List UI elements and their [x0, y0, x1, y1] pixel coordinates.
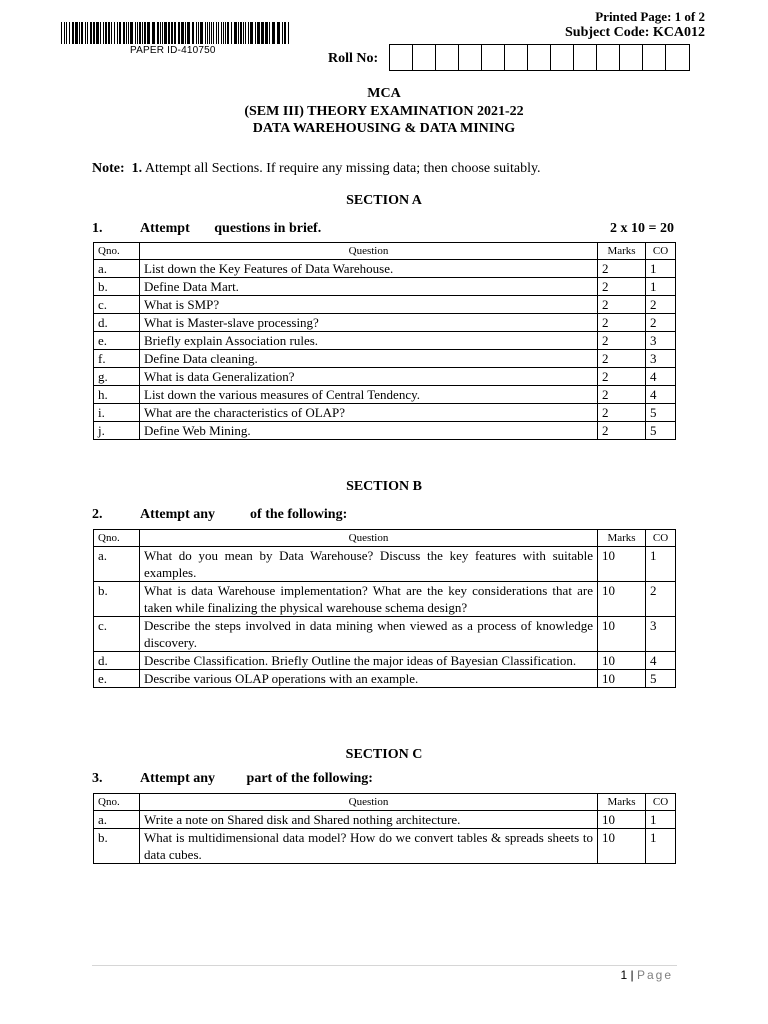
- header-marks: Marks: [598, 794, 646, 811]
- cell-marks: 2: [598, 332, 646, 350]
- cell-question: What are the characteristics of OLAP?: [140, 404, 598, 422]
- cell-co: 1: [646, 278, 676, 296]
- cell-question: What do you mean by Data Warehouse? Discuss the key features with suitable examples.: [140, 547, 598, 582]
- cell-question: What is SMP?: [140, 296, 598, 314]
- exam-title: (SEM III) THEORY EXAMINATION 2021-22: [244, 104, 524, 119]
- table-row: [94, 278, 676, 296]
- cell-question: What is data Generalization?: [140, 368, 598, 386]
- cell-co: 5: [646, 670, 676, 688]
- roll-no-boxes: [389, 44, 690, 71]
- cell-qno: c.: [94, 296, 140, 314]
- footer-divider: [92, 965, 677, 966]
- table-row: [94, 386, 676, 404]
- cell-marks: 10: [598, 811, 646, 829]
- header-question: Question: [140, 530, 598, 547]
- question-number: 1.: [92, 221, 103, 236]
- cell-co: 4: [646, 652, 676, 670]
- table-row: [94, 314, 676, 332]
- cell-marks: 10: [598, 582, 646, 617]
- cell-qno: i.: [94, 404, 140, 422]
- cell-marks: 10: [598, 829, 646, 864]
- header-qno: Qno.: [94, 243, 140, 260]
- cell-question: What is Master-slave processing?: [140, 314, 598, 332]
- cell-co: 5: [646, 404, 676, 422]
- cell-marks: 2: [598, 314, 646, 332]
- cell-co: 3: [646, 617, 676, 652]
- cell-question: Define Web Mining.: [140, 422, 598, 440]
- cell-co: 2: [646, 314, 676, 332]
- cell-question: Describe various OLAP operations with an example.: [140, 670, 598, 688]
- cell-qno: g.: [94, 368, 140, 386]
- barcode: [61, 22, 291, 44]
- subject-title: DATA WAREHOUSING & DATA MINING: [252, 121, 516, 136]
- cell-co: 1: [646, 260, 676, 278]
- table-row: [94, 422, 676, 440]
- table-row: [94, 404, 676, 422]
- cell-marks: 2: [598, 368, 646, 386]
- subject-code: Subject Code: KCA012: [565, 25, 705, 40]
- footer-page-number: 1: [620, 968, 628, 982]
- cell-qno: h.: [94, 386, 140, 404]
- cell-marks: 2: [598, 350, 646, 368]
- cell-co: 3: [646, 350, 676, 368]
- table-row: [94, 296, 676, 314]
- cell-marks: 2: [598, 296, 646, 314]
- question-instruction: Attempt any part of the following:: [140, 771, 373, 786]
- section-c-title: SECTION C: [345, 747, 423, 762]
- section-b-title: SECTION B: [346, 479, 422, 494]
- cell-qno: e.: [94, 332, 140, 350]
- table-row: [94, 811, 676, 829]
- course-title: MCA: [367, 86, 401, 101]
- cell-co: 1: [646, 829, 676, 864]
- cell-marks: 10: [598, 652, 646, 670]
- section-b-table: [93, 529, 676, 688]
- table-row: [94, 652, 676, 670]
- cell-qno: d.: [94, 314, 140, 332]
- cell-marks: 2: [598, 422, 646, 440]
- cell-marks: 2: [598, 386, 646, 404]
- paper-id: PAPER ID-410750: [130, 45, 216, 56]
- cell-qno: c.: [94, 617, 140, 652]
- question-instruction: Attempt questions in brief.: [140, 221, 322, 236]
- cell-marks: 2: [598, 404, 646, 422]
- cell-co: 2: [646, 582, 676, 617]
- cell-qno: b.: [94, 278, 140, 296]
- table-row: [94, 582, 676, 617]
- roll-no-label: Roll No:: [328, 51, 379, 66]
- cell-qno: j.: [94, 422, 140, 440]
- cell-marks: 2: [598, 278, 646, 296]
- table-row: [94, 260, 676, 278]
- table-row: [94, 670, 676, 688]
- cell-question: What is multidimensional data model? How do we convert tables & spreads sheets to data cubes.: [140, 829, 598, 864]
- question-instruction: Attempt any of the following:: [140, 507, 348, 522]
- cell-qno: a.: [94, 547, 140, 582]
- cell-co: 3: [646, 332, 676, 350]
- cell-question: List down the Key Features of Data Warehouse.: [140, 260, 598, 278]
- cell-co: 5: [646, 422, 676, 440]
- table-row: [94, 350, 676, 368]
- cell-co: 4: [646, 386, 676, 404]
- cell-question: Briefly explain Association rules.: [140, 332, 598, 350]
- question-number: 2.: [92, 507, 103, 522]
- note: [92, 161, 541, 177]
- cell-qno: b.: [94, 582, 140, 617]
- header-marks: Marks: [598, 243, 646, 260]
- cell-co: 1: [646, 811, 676, 829]
- cell-marks: 2: [598, 260, 646, 278]
- cell-qno: f.: [94, 350, 140, 368]
- table-row: [94, 829, 676, 864]
- cell-question: What is data Warehouse implementation? What are the key considerations that are taken while finalizing the physical warehouse schema design?: [140, 582, 598, 617]
- section-a-title: SECTION A: [346, 193, 422, 208]
- note-num: 1.: [131, 161, 143, 176]
- table-row: [94, 332, 676, 350]
- cell-marks: 10: [598, 547, 646, 582]
- header-co: CO: [646, 530, 676, 547]
- cell-question: Describe Classification. Briefly Outline the major ideas of Bayesian Classification.: [140, 652, 598, 670]
- table-header-row: [94, 243, 676, 260]
- header-question: Question: [140, 243, 598, 260]
- section-c-table: [93, 793, 676, 864]
- cell-question: Write a note on Shared disk and Shared nothing architecture.: [140, 811, 598, 829]
- table-row: [94, 547, 676, 582]
- cell-question: List down the various measures of Central Tendency.: [140, 386, 598, 404]
- table-row: [94, 368, 676, 386]
- cell-qno: b.: [94, 829, 140, 864]
- header-qno: Qno.: [94, 794, 140, 811]
- question-number: 3.: [92, 771, 103, 786]
- header-marks: Marks: [598, 530, 646, 547]
- cell-qno: e.: [94, 670, 140, 688]
- cell-qno: d.: [94, 652, 140, 670]
- cell-question: Describe the steps involved in data mining when viewed as a process of knowledge discovery.: [140, 617, 598, 652]
- section-a-table: [93, 242, 676, 440]
- note-label: Note:: [92, 161, 125, 176]
- cell-co: 1: [646, 547, 676, 582]
- cell-qno: a.: [94, 811, 140, 829]
- table-row: [94, 617, 676, 652]
- page-footer: [620, 968, 673, 982]
- footer-separator: |: [630, 968, 634, 982]
- note-text: Attempt all Sections. If require any missing data; then choose suitably.: [144, 161, 541, 176]
- table-header-row: [94, 530, 676, 547]
- cell-marks: 10: [598, 670, 646, 688]
- header-qno: Qno.: [94, 530, 140, 547]
- cell-question: Define Data Mart.: [140, 278, 598, 296]
- header-co: CO: [646, 794, 676, 811]
- cell-marks: 10: [598, 617, 646, 652]
- cell-co: 4: [646, 368, 676, 386]
- header-question: Question: [140, 794, 598, 811]
- cell-question: Define Data cleaning.: [140, 350, 598, 368]
- cell-qno: a.: [94, 260, 140, 278]
- printed-page: Printed Page: 1 of 2: [595, 9, 705, 24]
- table-header-row: [94, 794, 676, 811]
- question-marks: 2 x 10 = 20: [610, 221, 674, 236]
- cell-co: 2: [646, 296, 676, 314]
- header-co: CO: [646, 243, 676, 260]
- footer-page-label: Page: [636, 968, 673, 982]
